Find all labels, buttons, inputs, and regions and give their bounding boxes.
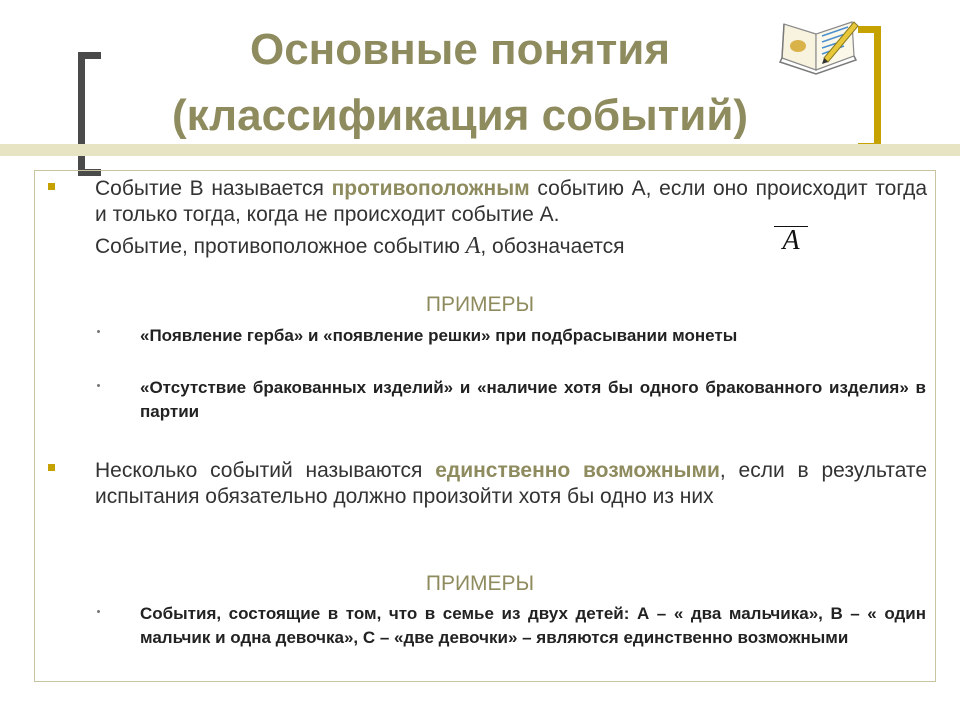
text-segment: , если в результате испытания обязательно должно произойти хотя бы одно из них xyxy=(95,459,927,508)
title-underline-band xyxy=(0,144,960,156)
examples-heading-2: ПРИМЕРЫ xyxy=(425,572,535,595)
text-segment: Событие В называется xyxy=(95,177,332,200)
slide-title-line1: Основные понятия xyxy=(249,25,671,74)
example-1-2: «Отсутствие бракованных изделий» и «наличие хотя бы одного бракованного изделия» в партии xyxy=(140,378,926,421)
bullet-square xyxy=(48,464,55,471)
paragraph-only-possible-events xyxy=(95,458,927,510)
text-segment: , обозначается xyxy=(480,235,625,258)
example-1-1: «Появление герба» и «появление решки» при подбрасывании монеты xyxy=(140,326,738,345)
open-book-pencil-icon xyxy=(776,12,860,84)
text-segment: Несколько событий называются xyxy=(95,459,436,482)
sub-bullet-dot xyxy=(97,330,100,333)
right-bracket-decoration xyxy=(858,26,881,150)
paragraph-opposite-event xyxy=(95,176,927,228)
bullet-square xyxy=(48,183,55,190)
term-only-possible: единственно возможными xyxy=(435,459,720,482)
text-segment: Событие, противоположное событию xyxy=(95,235,466,258)
sub-bullet-dot xyxy=(97,384,100,387)
slide-title-line2: (классификация событий) xyxy=(171,91,749,140)
italic-event-a: А xyxy=(465,233,481,259)
sub-bullet-dot xyxy=(97,610,100,613)
text-segment: событию А, если оно происходит тогда и только тогда, когда не происходит событие А. xyxy=(95,177,927,226)
examples-heading-1: ПРИМЕРЫ xyxy=(425,293,535,316)
example-2-1: События, состоящие в том, что в семье из двух детей: А – « два мальчика», В – « один мальчик и одна девочка», С – «две девочки» – являются единственно возможными xyxy=(140,604,926,647)
left-bracket-decoration xyxy=(78,52,101,176)
term-opposite: противоположным xyxy=(331,177,530,200)
notation-a-bar: A xyxy=(774,226,808,257)
